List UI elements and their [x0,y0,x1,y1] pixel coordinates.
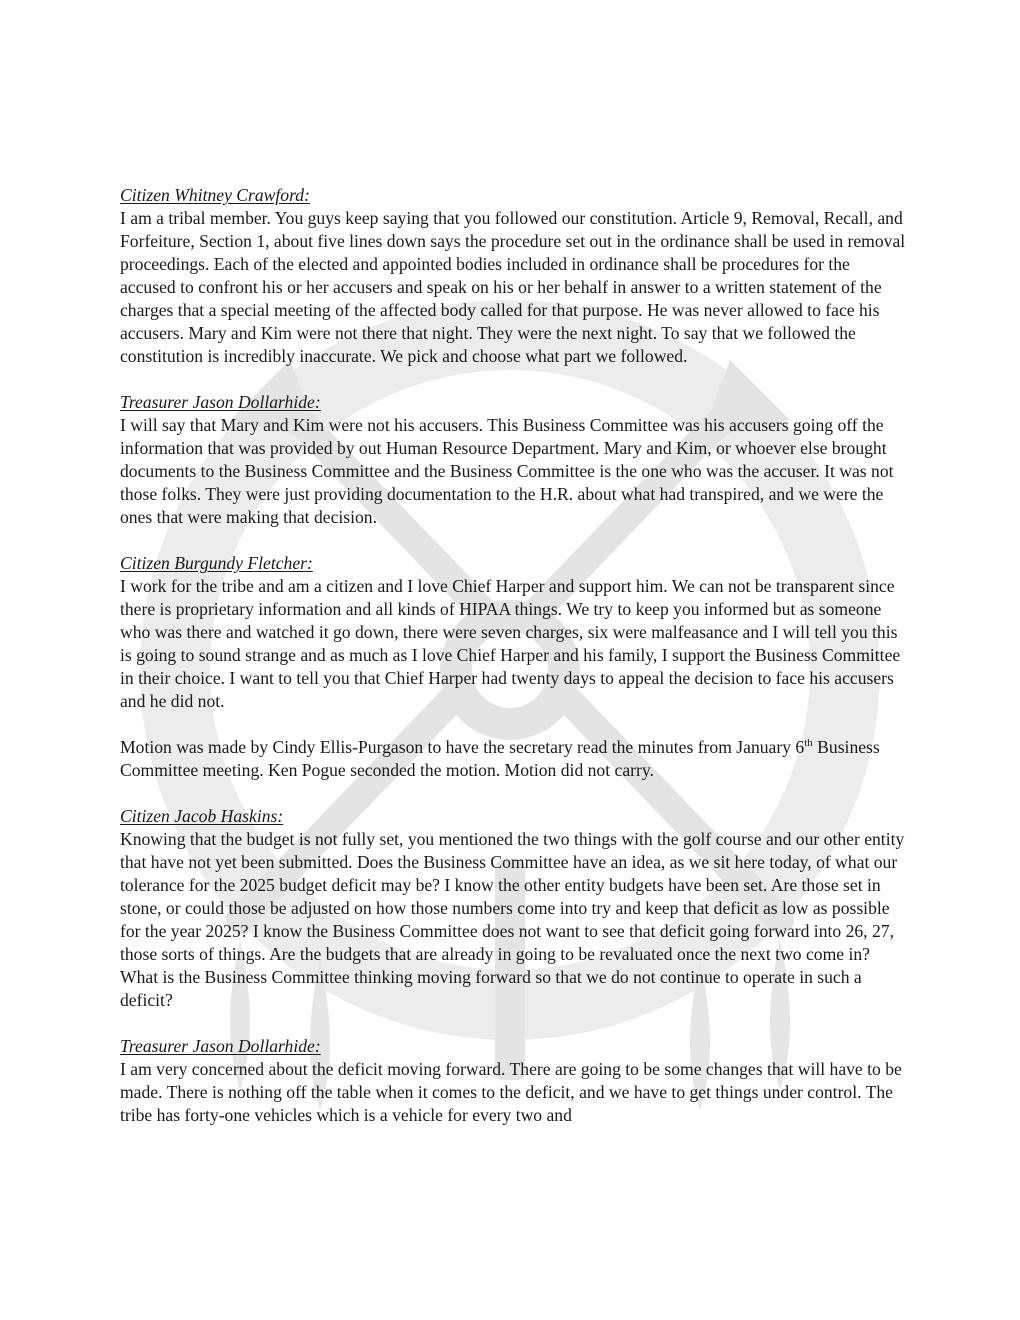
comment-text: I work for the tribe and am a citizen and I love Chief Harper and support him. We can not be transparent since there is proprietary information and all kinds of HIPAA things. We try to keep you informed but as someone who was there and watched it go down, there were seven charges, six were malfeasance and I will tell you this is going to sound strange and as much as I love Chief Harper and his family, I support the Business Committee in their choice. I want to tell you that Chief Harper had twenty days to appeal the decision to face his accusers and he did not. [120,576,901,711]
speaker-name: Treasurer Jason Dollarhide: [120,392,321,412]
motion-text-end: Business Committee meeting. Ken Pogue seconded the motion. Motion did not carry. [120,737,880,780]
speaker-name: Citizen Whitney Crawford: [120,185,310,205]
minutes-body [120,184,906,1150]
comment-block-jacob-haskins [120,805,906,1012]
comment-text: I am very concerned about the deficit moving forward. There are going to be some changes that will have to be made. There is nothing off the table when it comes to the deficit, and we have to get things under control. The tribe has forty-one vehicles which is a vehicle for every two and [120,1059,902,1125]
comment-text: I am a tribal member. You guys keep saying that you followed our constitution. Article 9, Removal, Recall, and Forfeiture, Section 1, about five lines down says the procedure set out in the ordinance shall be used in removal proceedings. Each of the elected and appointed bodies included in ordinance shall be procedures for the accused to confront his or her accusers and speak on his or her behalf in answer to a written statement of the charges that a special meeting of the affected body called for that purpose. He was never allowed to face his accusers. Mary and Kim were not there that night. They were the next night. To say that we followed the constitution is incredibly inaccurate. We pick and choose what part we followed. [120,208,906,366]
comment-text: Knowing that the budget is not fully set, you mentioned the two things with the golf course and our other entity that have not yet been submitted. Does the Business Committee have an idea, as we sit here today, of what our tolerance for the 2025 budget deficit may be? I know the other entity budgets have been set. Are those set in stone, or could those be adjusted on how those numbers come into try and keep that deficit as low as possible for the year 2025? I know the Business Committee does not want to see that deficit going forward into 26, 27, those sorts of things. Are the budgets that are already in going to be revaluated once the next two come in? What is the Business Committee thinking moving forward so that we do not continue to operate in such a deficit? [120,829,905,1010]
motion-text-start: Motion was made by Cindy Ellis-Purgason to have the secretary read the minutes from January 6 [120,737,805,757]
comment-block-whitney-crawford [120,184,906,368]
motion-paragraph [120,736,906,782]
comment-block-jason-dollarhide-2 [120,1035,906,1127]
comment-block-burgundy-fletcher [120,552,906,713]
speaker-name: Citizen Jacob Haskins: [120,806,284,826]
ordinal-suffix: th [804,737,813,750]
comment-block-jason-dollarhide [120,391,906,529]
comment-text: I will say that Mary and Kim were not his accusers. This Business Committee was his accusers going off the information that was provided by out Human Resource Department. Mary and Kim, or whoever else brought documents to the Business Committee and the Business Committee is the one who was the accuser. It was not those folks. They were just providing documentation to the H.R. about what had transpired, and we were the ones that were making that decision. [120,415,894,527]
speaker-name: Treasurer Jason Dollarhide: [120,1036,321,1056]
speaker-name: Citizen Burgundy Fletcher: [120,553,313,573]
